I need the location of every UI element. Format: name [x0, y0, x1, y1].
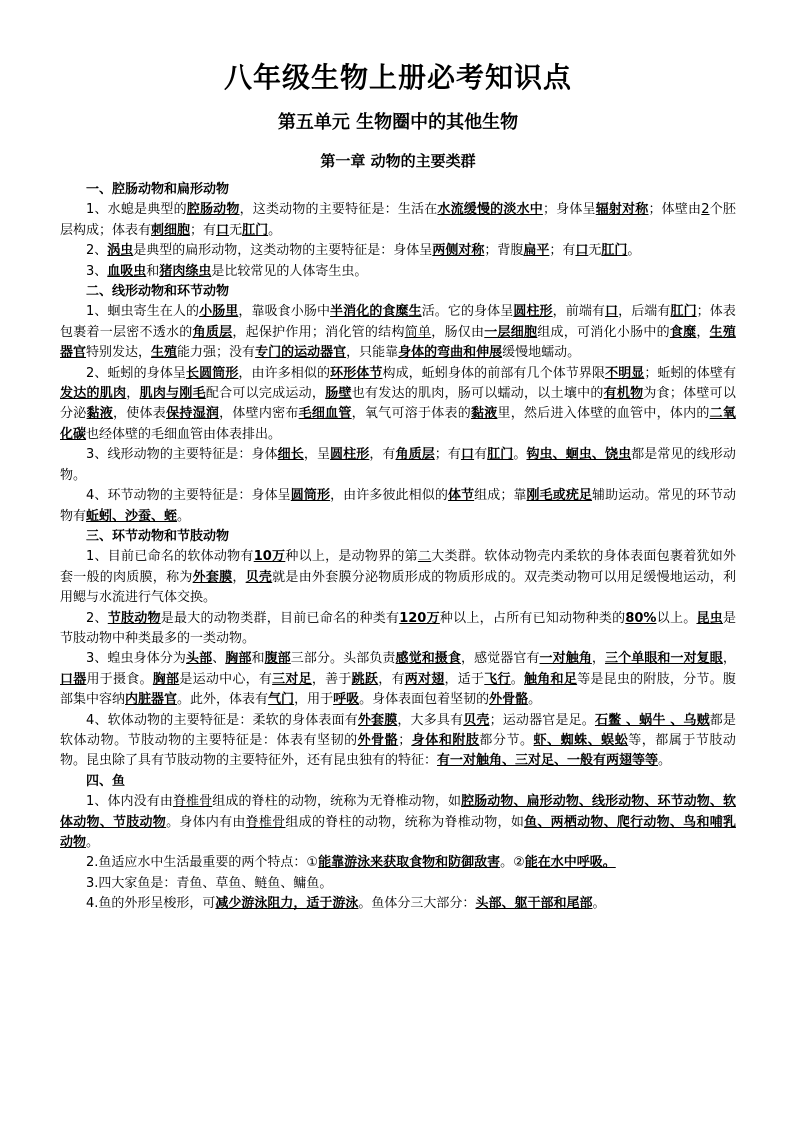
key-term: 身体和附肢 [411, 732, 480, 748]
text-run: ； [398, 732, 412, 748]
text-run: ，呈 [303, 447, 331, 463]
text-run: 1、蛔虫寄生在人的 [86, 304, 200, 320]
text-run: 能力强；没有 [177, 345, 256, 361]
section-heading: 三、环节动物和节肢动物 [86, 528, 230, 544]
key-term: 80% [625, 610, 657, 626]
paragraph [60, 200, 736, 241]
text-run: 2、蚯蚓的身体呈 [86, 365, 187, 381]
key-term: 毛细血管 [298, 406, 352, 422]
document-page [60, 0, 736, 915]
text-run: ，这类动物的主要特征是：生活在 [239, 202, 438, 218]
section-heading: 二、线形动物和环节动物 [86, 284, 230, 300]
text-run: ， [126, 386, 140, 402]
paragraph [60, 445, 736, 486]
text-run: ，善于 [311, 671, 352, 687]
paragraph [60, 241, 736, 261]
key-term: 黏液 [86, 406, 114, 422]
text-run: 1、目前已命名的软体动物有 [86, 549, 254, 565]
text-run: ，肠仅由 [431, 324, 485, 340]
key-term: 专门的运动器官 [255, 345, 347, 361]
text-run: 、 [212, 651, 226, 667]
text-run: 种以上，是动物界的第 [285, 549, 418, 565]
text-run: 都是软体动物。节肢动物的主要特征是：体表有坚韧的 [60, 712, 736, 748]
text-run: ， [232, 569, 246, 585]
key-term: 细长 [277, 447, 304, 463]
text-run: ，使体表 [113, 406, 167, 422]
text-run: 特别发达， [86, 345, 152, 361]
key-term: 口 [605, 304, 619, 320]
key-term: 生殖器官 [60, 324, 736, 361]
key-term: 三个单眼和一对复眼 [605, 651, 723, 667]
text-run: ；背腹 [484, 243, 524, 259]
key-term: 口器 [60, 671, 87, 687]
key-term: 肛门 [670, 304, 697, 320]
text-run: 无 [229, 222, 243, 238]
text-run: ，由许多相似的 [238, 365, 331, 381]
paragraph [60, 792, 736, 853]
text-run: 。身体内有由 [166, 814, 246, 830]
text-run: 。身体表面包着坚韧的 [359, 692, 490, 708]
text-run: ，后端有 [618, 304, 671, 320]
text-run: ；运动器官是足。 [489, 712, 595, 728]
key-term: 昆虫 [696, 610, 723, 626]
key-term: 刺细胞 [151, 222, 191, 238]
key-term: 口 [575, 243, 589, 259]
text-run: 3、 [86, 263, 108, 279]
key-term: 身体的弯曲和伸展 [398, 345, 503, 361]
key-term: 胸部 [152, 671, 180, 687]
text-run: 个胚层构成；体表有 [60, 202, 736, 238]
text-run: 等是昆虫的附肢，分节。腹部集中容纳 [60, 671, 736, 708]
key-term: 脊椎骨 [245, 814, 286, 830]
key-term: 两对翅 [404, 671, 445, 687]
text-run: 。 [528, 692, 542, 708]
text-run: 和 [251, 651, 265, 667]
text-run: 4、软体动物的主要特征是：柔软的身体表面有 [86, 712, 358, 728]
key-term: 头部、躯干部和尾部 [475, 896, 593, 912]
text-run: 。 [658, 753, 672, 769]
text-run: 里，然后进入体壁的血管中，体内的 [497, 406, 710, 422]
text-run: 2.鱼适应水中生活最重要的两个特点：① [86, 855, 319, 871]
text-run: ， [696, 324, 710, 340]
key-term: 减少游泳阻力，适于游泳 [215, 896, 359, 912]
text-run: 。此外，体表有 [177, 692, 269, 708]
key-term: 保持湿润 [166, 406, 220, 422]
key-term: 小肠里 [199, 304, 239, 320]
key-term: 不明显 [605, 365, 645, 381]
paragraph [60, 547, 736, 608]
text-run: 是典型的扁形动物，这类动物的主要特征是：身体呈 [133, 243, 433, 259]
text-run: ，前端有 [552, 304, 606, 320]
text-run: 活。它的身体呈 [421, 304, 514, 320]
text-run: ， [591, 651, 606, 667]
text-run: 3、线形动物的主要特征是：身体 [86, 447, 278, 463]
key-term: 2 [701, 202, 710, 218]
key-term: 触角和足 [524, 671, 578, 687]
paragraph [60, 486, 736, 527]
text-run: 组成；靠 [474, 488, 527, 504]
text-run: 是比较常见的人体寄生虫。 [211, 263, 368, 279]
key-term: 石鳖 、蜗牛 、乌贼 [594, 712, 710, 728]
key-term: 虾、蜘蛛、蜈蚣 [533, 732, 629, 748]
text-run: 配合可以完成运动， [205, 386, 326, 402]
key-term: 涡虫 [107, 243, 134, 259]
key-term: 角质层 [395, 447, 435, 463]
key-term: 水流缓慢的淡水中 [437, 202, 543, 218]
text-run: 都是常见的线形动物。 [60, 447, 736, 483]
text-run: 2、 [86, 610, 108, 626]
key-term: 能在水中呼吸。 [524, 855, 616, 871]
key-term: 三对足 [272, 671, 312, 687]
key-term: 10万 [253, 549, 286, 565]
text-run: ；身体呈 [542, 202, 596, 218]
key-term: 贝壳 [463, 712, 490, 728]
key-term: 节肢动物 [107, 610, 161, 626]
section-heading: 四、鱼 [86, 773, 126, 789]
text-run: ，只能靠 [346, 345, 399, 361]
text-run: 等，都属于节肢动物。昆虫除了具有节肢动物的主要特征外，还有昆虫独有的特征： [60, 732, 736, 769]
key-term: 扁平 [523, 243, 550, 259]
key-term: 呼吸 [333, 692, 360, 708]
key-term: 腔肠动物、扁形动物、线形动物、环节动物、软体动物、节肢动物 [60, 794, 736, 830]
text-run: 2、 [86, 243, 108, 259]
text-run: 就是由外套膜分泌物质形成的物质形成的。双壳类动物可以用足缓慢地运动，利用鳃与水流进行气体交换。 [60, 569, 736, 606]
text-run: ；有 [434, 447, 461, 463]
text-run: 缓慢地蠕动。 [502, 345, 581, 361]
paragraph [60, 874, 736, 894]
key-term: 贝壳 [245, 569, 273, 585]
key-term: 血吸虫 [107, 263, 147, 279]
key-term: 外套膜 [192, 569, 233, 585]
key-term: 二氧化碳 [60, 406, 736, 442]
text-run: 为食；体壁可以分泌 [60, 386, 736, 422]
key-term: 圆筒形 [290, 488, 331, 504]
text-run: 3、蝗虫身体分为 [86, 651, 187, 667]
text-run: ，靠吸食小肠中 [238, 304, 331, 320]
key-term: 肠壁 [325, 386, 352, 402]
text-run: 。 [510, 671, 525, 687]
key-term: 一层细胞 [484, 324, 538, 340]
key-term: 圆柱形 [513, 304, 553, 320]
key-term: 内脏器官 [125, 692, 178, 708]
paragraph [60, 894, 736, 914]
key-term: 外骨骼 [489, 692, 529, 708]
key-term: 口 [216, 222, 230, 238]
text-run: 有 [474, 447, 488, 463]
key-term: 肌肉与刚毛 [139, 386, 206, 402]
unit-heading: 第五单元 生物圈中的其他生物 [277, 112, 519, 133]
text-run: 。 [177, 508, 191, 524]
key-term: 脊椎骨 [172, 794, 213, 810]
section-heading: 一、腔肠动物和扁形动物 [86, 182, 230, 197]
key-term: 半消化的食糜生 [330, 304, 422, 320]
text-run: 是运动中心，有 [179, 671, 273, 687]
text-run: 种以上，占所有已知动物种类的 [439, 610, 626, 626]
key-term: 辐射对称 [595, 202, 649, 218]
text-run: 。② [500, 855, 525, 871]
text-run: ，用于 [294, 692, 334, 708]
key-term: 体节 [447, 488, 475, 504]
key-term: 猪肉绦虫 [159, 263, 212, 279]
paragraph [60, 609, 736, 650]
key-term: 两侧对称 [432, 243, 485, 259]
text-run: ；体壁由 [648, 202, 702, 218]
key-term: 飞行 [484, 671, 511, 687]
text-run: 组成的脊柱的动物，统称为脊椎动物，如 [285, 814, 525, 830]
key-term: 有机物 [603, 386, 644, 402]
text-run: ，感觉器官有 [460, 651, 540, 667]
text-run: 组成，可消化小肠中的 [537, 324, 670, 340]
key-term: 口 [460, 447, 475, 463]
text-run: 。 [268, 222, 282, 238]
document-body [60, 180, 736, 915]
key-term: 气门 [268, 692, 295, 708]
key-term: 头部 [186, 651, 213, 667]
key-term: 跳跃 [351, 671, 379, 687]
text-run: 辅助运动。常见的环节动物有 [60, 488, 736, 524]
key-term: 简单 [404, 324, 432, 340]
key-term: 感觉和摄食 [395, 651, 461, 667]
text-run: 用于摄食。 [86, 671, 153, 687]
text-run: 3.四大家鱼是：青鱼、草鱼、鲢鱼、鳙鱼。 [86, 875, 333, 891]
key-term: 有一对触角、三对足、一般有两翅等等 [437, 753, 659, 769]
key-term: 钩虫、蛔虫、饶虫 [526, 447, 632, 463]
text-run: ；有 [190, 222, 217, 238]
text-run: 构成，蚯蚓身体的前部有几个体节界限 [382, 365, 606, 381]
text-run: 也有发达的肌肉，肠可以蠕动，以土壤中的 [351, 386, 604, 402]
chapter-heading: 第一章 动物的主要类群 [320, 152, 476, 170]
key-term: 肛门 [242, 222, 269, 238]
text-run: ，体壁内密布 [219, 406, 299, 422]
key-term: 刚毛或疣足 [526, 488, 593, 504]
text-run: 4、环节动物的主要特征是：身体呈 [86, 488, 291, 504]
key-term: 黏液 [470, 406, 498, 422]
key-term: 生殖 [151, 345, 178, 361]
key-term: 能靠游泳来获取食物和防御敌害 [318, 855, 501, 871]
text-run: 4.鱼的外形呈梭形，可 [86, 896, 216, 912]
paragraph [60, 364, 736, 446]
text-run: 。 [513, 447, 527, 463]
text-run: ， [722, 651, 736, 667]
text-run: 1、体内没有由 [86, 794, 173, 810]
key-term: 肛门 [601, 243, 628, 259]
text-run: ，适于 [444, 671, 485, 687]
key-term: 一对触角 [539, 651, 592, 667]
text-run: ，由许多彼此相似的 [330, 488, 448, 504]
text-run: 无 [588, 243, 602, 259]
paragraph [60, 649, 736, 710]
key-term: 圆柱形 [330, 447, 370, 463]
key-term: 120万 [399, 610, 440, 626]
text-run: 。鱼体分三大部分： [358, 896, 476, 912]
paragraph [60, 711, 736, 772]
text-run: 是节肢动物中种类最多的一类动物。 [60, 610, 736, 646]
key-term: 外骨骼 [357, 732, 399, 748]
text-run: 。 [627, 243, 641, 259]
key-term: 腹部 [264, 651, 291, 667]
text-run: 是最大的动物类群，目前已命名的种类有 [160, 610, 400, 626]
text-run: ；有 [549, 243, 576, 259]
text-run: 也经体壁的毛细血管由体表排出。 [86, 426, 282, 442]
text-run: 大类群。软体动物壳内柔软的身体表面包裹着犹如外套一般的肉质膜，称为 [60, 549, 736, 585]
text-run: ，有 [378, 671, 405, 687]
text-run: ，氧气可溶于体表的 [351, 406, 471, 422]
text-run: 和 [146, 263, 160, 279]
key-term: 肛门 [487, 447, 514, 463]
text-run: ，大多具有 [397, 712, 464, 728]
text-run: 组成的脊柱的动物，统称为无脊椎动物，如 [212, 794, 462, 810]
document-title: 八年级生物上册必考知识点 [223, 61, 572, 94]
paragraph [60, 262, 736, 282]
paragraph [60, 302, 736, 363]
key-term: 腔肠动物 [186, 202, 240, 218]
key-term: 胸部 [225, 651, 252, 667]
text-run: 。 [592, 896, 606, 912]
text-run: 1、水螅是典型的 [86, 202, 187, 218]
key-term: 食糜 [669, 324, 697, 340]
key-term: 二 [417, 549, 432, 565]
key-term: 外套膜 [357, 712, 398, 728]
key-term: 长圆筒形 [186, 365, 239, 381]
text-run: 以上。 [656, 610, 697, 626]
key-term: 环形体节 [330, 365, 383, 381]
text-run: ；蚯蚓的体壁有 [644, 365, 736, 381]
text-run: 都分节。 [479, 732, 534, 748]
key-term: 角质层 [192, 324, 233, 340]
key-term: 蚯蚓、沙蚕、蛭 [86, 508, 178, 524]
paragraph [60, 853, 736, 873]
text-run: ，有 [369, 447, 396, 463]
text-run: ，起保护作用；消化管的结构 [232, 324, 405, 340]
text-run: 。 [86, 835, 100, 850]
text-run: 三部分。头部负责 [290, 651, 396, 667]
key-term: 鱼、两栖动物、爬行动物、鸟和哺乳动物 [60, 814, 736, 850]
key-term: 发达的肌肉 [60, 386, 127, 402]
text-run: ；体表包裹着一层密不透水的 [60, 304, 736, 340]
